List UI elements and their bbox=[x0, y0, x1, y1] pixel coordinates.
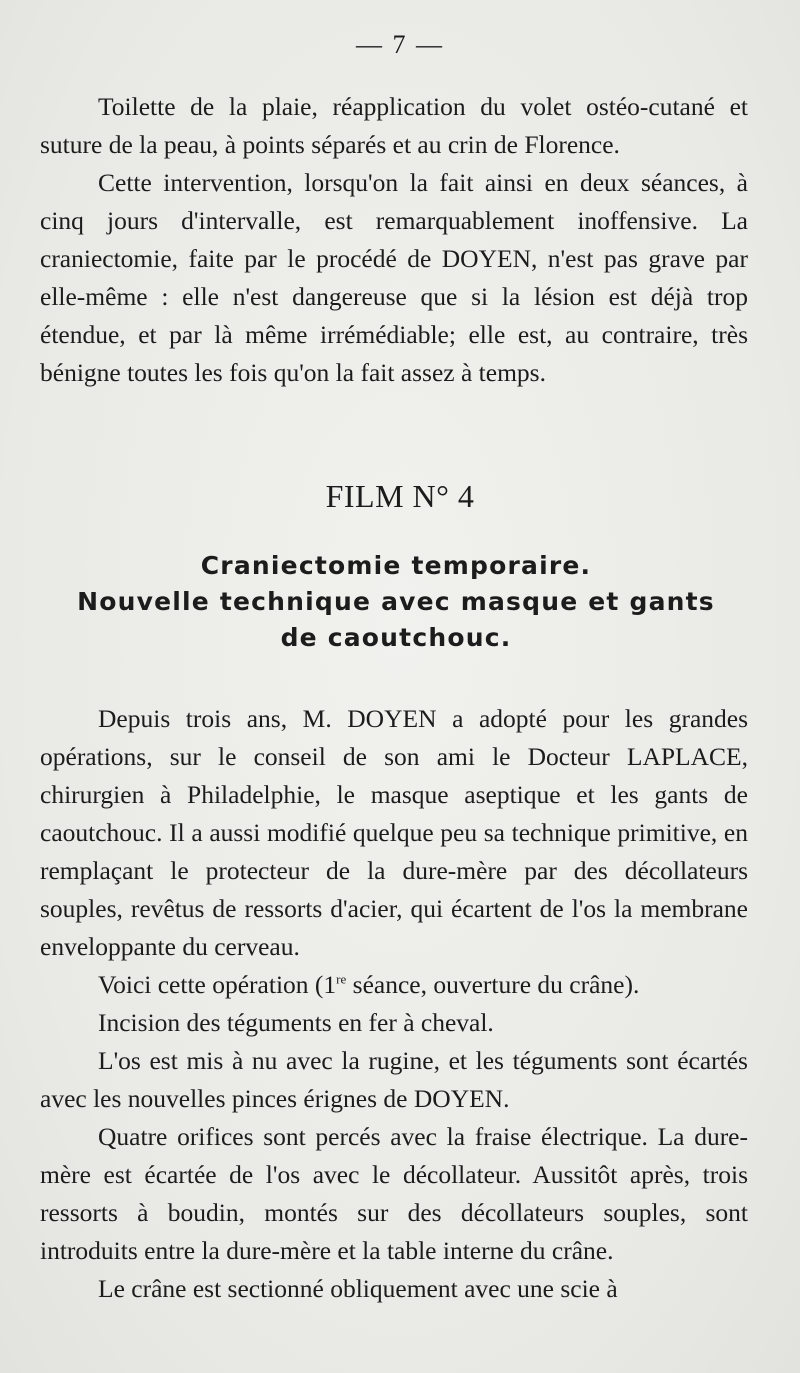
paragraph-2-after: séance, ouverture du crâne). bbox=[346, 970, 640, 999]
intro-text bbox=[40, 88, 748, 392]
body-paragraph-4: L'os est mis à nu avec la rugine, et les téguments sont écartés avec les nouvelles pinces érignes de DOYEN. bbox=[40, 1046, 748, 1113]
superscript-re: re bbox=[336, 971, 347, 987]
page-number: — 7 — bbox=[356, 30, 444, 59]
section-heading bbox=[40, 548, 752, 656]
body-paragraph-1: Depuis trois ans, M. DOYEN a adopté pour les grandes opérations, sur le conseil de son ami le Docteur LAPLACE, chirurgien à Philadelphie, le masque aseptique et les gants de caoutchouc. Il a aussi modifié quelque peu sa technique primitive, en remplaçant le protecteur de la dure-mère par des décollateurs souples, revêtus de ressorts d'acier, qui écartent de l'os la membrane enveloppante du cerveau. bbox=[40, 704, 748, 961]
heading-line-3: de caoutchouc. bbox=[280, 623, 512, 652]
intro-paragraph-1: Toilette de la plaie, réapplication du volet ostéo-cutané et suture de la peau, à points séparés et au crin de Florence. bbox=[40, 92, 748, 159]
intro-paragraph-2: Cette intervention, lorsqu'on la fait ainsi en deux séances, à cinq jours d'intervalle, est remarquablement inoffensive. La craniectomie, faite par le procédé de DOYEN, n'est pas grave par elle-même : elle n'est dangereuse que si la lésion est déjà trop étendue, et par là même irrémédiable; elle est, au contraire, très bénigne toutes les fois qu'on la fait assez à temps. bbox=[40, 168, 748, 387]
body-paragraph-5: Quatre orifices sont percés avec la fraise électrique. La dure-mère est écartée de l'os avec le décollateur. Aussitôt après, trois ressorts à boudin, montés sur des décollateurs souples, sont introduits entre la dure-mère et la table interne du crâne. bbox=[40, 1122, 748, 1265]
heading-line-2: Nouvelle technique avec masque et gants bbox=[77, 587, 715, 616]
paragraph-2-before: Voici cette opération (1 bbox=[98, 970, 337, 999]
body-text bbox=[40, 700, 748, 1308]
body-paragraph-2 bbox=[40, 966, 748, 1004]
film-title: FILM N° 4 bbox=[325, 478, 475, 514]
body-paragraph-6: Le crâne est sectionné obliquement avec une scie à bbox=[98, 1274, 618, 1303]
body-paragraph-3: Incision des téguments en fer à cheval. bbox=[98, 1008, 494, 1037]
heading-line-1: Craniectomie temporaire. bbox=[200, 551, 592, 580]
